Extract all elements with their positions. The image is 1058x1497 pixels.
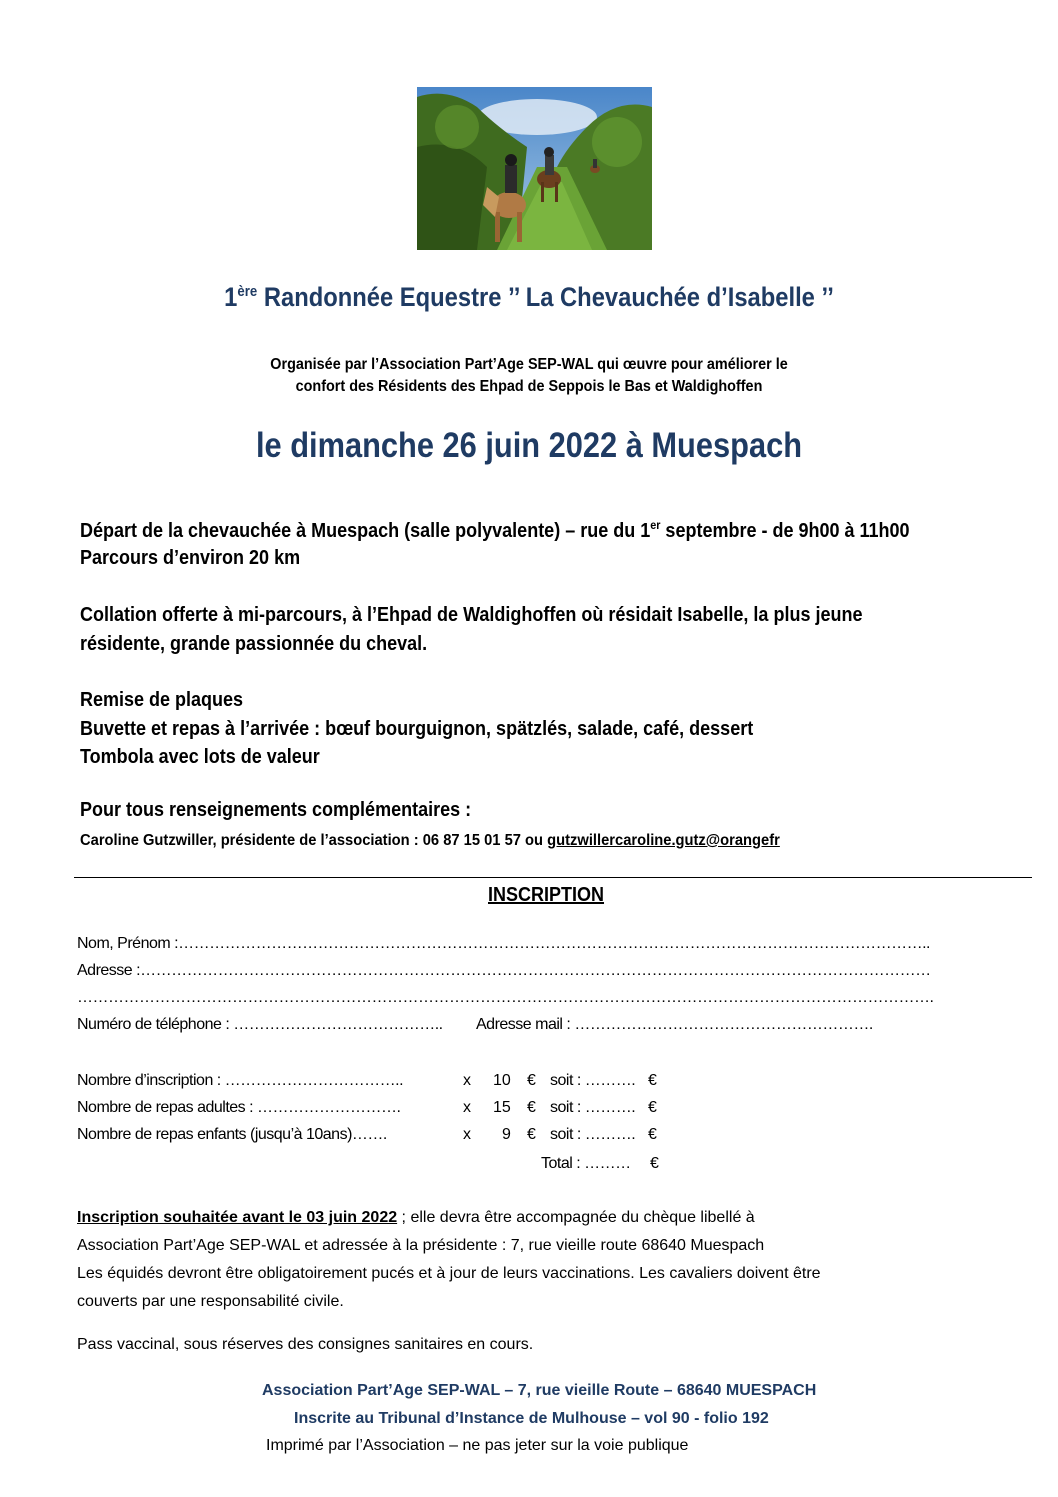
remise-line: Remise de plaques <box>80 689 244 711</box>
requirements-line-2: couverts par une responsabilité civile. <box>77 1293 344 1310</box>
contact-line: Caroline Gutzwiller, présidente de l’association : 06 87 15 01 57 ou gutzwillercaroline.gutz@orangefr <box>80 832 780 849</box>
unit-price: 9 <box>502 1126 511 1143</box>
organizer-text: Organisée par l’Association Part’Age SEP-WAL qui œuvre pour améliorer le confort des Résidents des Ehpad de Seppois le Bas et Waldighoffen <box>270 356 788 395</box>
payment-line: Association Part’Age SEP-WAL et adressée à la présidente : 7, rue vieille route 68640 Muespach <box>77 1237 765 1254</box>
currency-symbol: € <box>650 1155 659 1172</box>
horse-riders-photo <box>417 87 652 250</box>
collation-line-1: Collation offerte à mi-parcours, à l’Ehpad de Waldighoffen où résidait Isabelle, la plus jeune <box>80 604 863 626</box>
currency-symbol: € <box>527 1099 536 1116</box>
inscription-count-field[interactable]: Nombre d’inscription : …………………………….. <box>77 1072 404 1089</box>
depart-line: Départ de la chevauchée à Muespach (salle polyvalente) – rue du 1er septembre - de 9h00 à 11h00 <box>80 518 910 542</box>
currency-symbol: € <box>648 1126 657 1143</box>
horse-riders-in-forest-photo <box>417 87 652 250</box>
telephone-field[interactable]: Numéro de téléphone : ………………………………….. <box>77 1016 443 1033</box>
currency-symbol: € <box>527 1072 536 1089</box>
renseignements-heading: Pour tous renseignements complémentaires : <box>80 799 472 821</box>
deadline-text: Inscription souhaitée avant le 03 juin 2022 <box>77 1209 398 1226</box>
currency-symbol: € <box>648 1099 657 1116</box>
collation-line-2: résidente, grande passionnée du cheval. <box>80 633 428 655</box>
contact-email-link[interactable]: gutzwillercaroline.gutz@orangefr <box>547 832 780 849</box>
requirements-line-1: Les équidés devront être obligatoirement pucés et à jour de leurs vaccinations. Les cavaliers doivent être <box>77 1265 821 1282</box>
parcours-line: Parcours d’environ 20 km <box>80 547 301 569</box>
unit-price: 10 <box>493 1072 511 1089</box>
buvette-line: Buvette et repas à l’arrivée : bœuf bourguignon, spätzlés, salade, café, dessert <box>80 718 754 740</box>
currency-symbol: € <box>527 1126 536 1143</box>
multiply-sign: x <box>463 1099 471 1116</box>
nom-field[interactable]: Nom, Prénom :……………………………………………………………………………………………………………………………….. <box>77 935 930 952</box>
unit-price: 15 <box>493 1099 511 1116</box>
section-divider <box>74 877 1032 878</box>
deadline-line: Inscription souhaitée avant le 03 juin 2022 ; elle devra être accompagnée du chèque libellé à <box>77 1209 755 1226</box>
inscription-heading: INSCRIPTION <box>488 884 605 906</box>
subtotal-field[interactable]: soit : ………. <box>550 1072 636 1089</box>
multiply-sign: x <box>463 1126 471 1143</box>
email-field[interactable]: Adresse mail : …………………………………………………. <box>476 1016 873 1033</box>
footer-registration: Inscrite au Tribunal d’Instance de Mulhouse – vol 90 - folio 192 <box>294 1410 769 1427</box>
event-date: le dimanche 26 juin 2022 à Muespach <box>255 426 803 465</box>
footer-print-notice: Imprimé par l’Association – ne pas jeter sur la voie publique <box>266 1437 689 1454</box>
footer-address: Association Part’Age SEP-WAL – 7, rue vieille Route – 68640 MUESPACH <box>262 1382 817 1399</box>
adult-meals-field[interactable]: Nombre de repas adultes : ………………………. <box>77 1099 401 1116</box>
adresse-field[interactable]: Adresse :……………………………………………………………………………………………………………………………………… <box>77 962 931 979</box>
subtotal-field[interactable]: soit : ………. <box>550 1126 636 1143</box>
event-title: 1ère Randonnée Equestre ’’ La Chevauchée d’Isabelle ’’ <box>224 282 834 312</box>
total-field[interactable]: Total : ……… <box>541 1155 631 1172</box>
child-meals-field[interactable]: Nombre de repas enfants (jusqu’à 10ans)……. <box>77 1126 387 1143</box>
tombola-line: Tombola avec lots de valeur <box>80 746 320 768</box>
currency-symbol: € <box>648 1072 657 1089</box>
pass-vaccinal-line: Pass vaccinal, sous réserves des consignes sanitaires en cours. <box>77 1336 534 1353</box>
multiply-sign: x <box>463 1072 471 1089</box>
subtotal-field[interactable]: soit : ………. <box>550 1099 636 1116</box>
adresse-field-line-2[interactable]: …………………………………………………………………………………………………………………………………………………. <box>77 989 934 1006</box>
